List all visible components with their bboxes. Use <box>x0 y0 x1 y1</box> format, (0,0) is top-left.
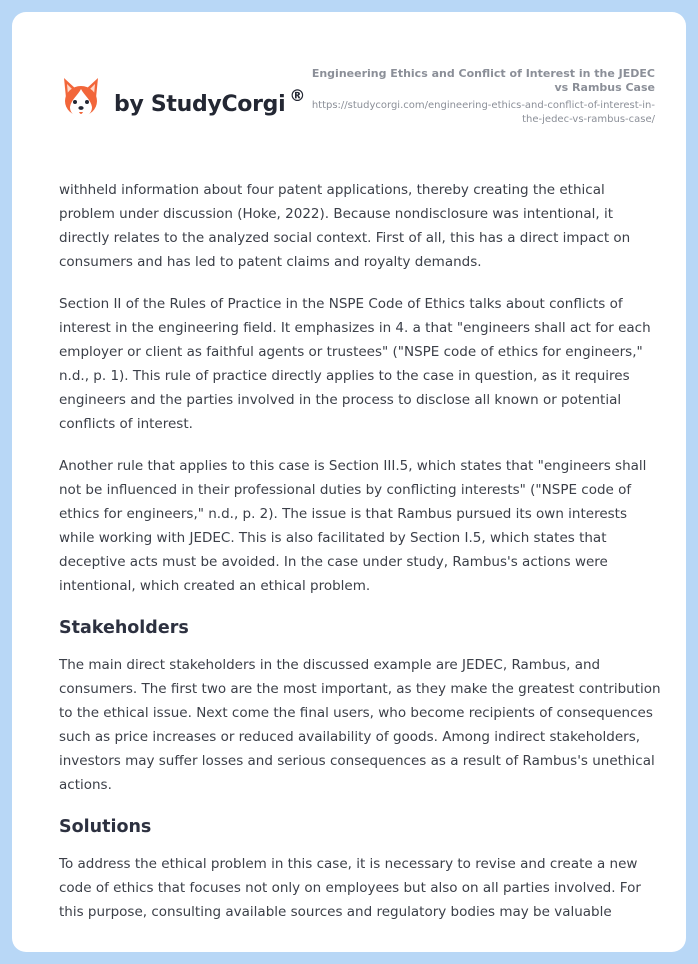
section-heading-solutions: Solutions <box>59 817 152 837</box>
document-page <box>12 12 686 952</box>
paragraph: Another rule that applies to this case is Section III.5, which states that "engineers shall not be influenced in their professional duties by conflicting interests" ("NSPE code of ethics for engineers," n.d., p. 2). The issue is that Rambus pursued its own interests while working with JEDEC. This is also facilitated by Section I.5, which states that deceptive acts must be avoided. In the case under study, Rambus's actions were intentional, which created an ethical problem. <box>59 458 647 594</box>
registered-mark: ® <box>289 85 306 105</box>
document-title: Engineering Ethics and Conflict of Interest in the JEDEC vs Rambus Case <box>311 67 655 94</box>
section-heading-stakeholders: Stakeholders <box>59 618 189 638</box>
corgi-icon <box>60 76 102 120</box>
document-url[interactable]: https://studycorgi.com/engineering-ethics-and-conflict-of-interest-in-the-jedec-vs-rambus-case/ <box>311 100 655 125</box>
paragraph: Section II of the Rules of Practice in the NSPE Code of Ethics talks about conflicts of interest in the engineering field. It emphasizes in 4. a that "engineers shall act for each employer or client as faithful agents or trustees" ("NSPE code of ethics for engineers," n.d., p. 1). This rule of practice directly applies to the case in question, as it requires engineers and the parties involved in the process to disclose all known or potential conflicts of interest. <box>59 296 651 432</box>
paragraph: To address the ethical problem in this case, it is necessary to revise and create a new code of ethics that focuses not only on employees but also on all parties involved. For this purpose, consulting available sources and regulatory bodies may be valuable <box>59 856 641 920</box>
brand-name: by StudyCorgi ® <box>114 85 306 117</box>
paragraph: withheld information about four patent applications, thereby creating the ethical problem under discussion (Hoke, 2022). Because nondisclosure was intentional, it directly relates to the analyzed social context. First of all, this has a direct impact on consumers and has led to patent claims and royalty demands. <box>59 182 631 270</box>
document-header <box>310 67 655 126</box>
paragraph: The main direct stakeholders in the discussed example are JEDEC, Rambus, and consumers. The first two are the most important, as they make the greatest contribution to the ethical issue. Next come the final users, who become recipients of consequences such as price increases or reduced availability of goods. Among indirect stakeholders, investors may suffer losses and serious consequences as a result of Rambus's unethical actions. <box>59 657 661 793</box>
studycorgi-logo[interactable] <box>60 76 305 120</box>
article-body <box>59 178 661 942</box>
